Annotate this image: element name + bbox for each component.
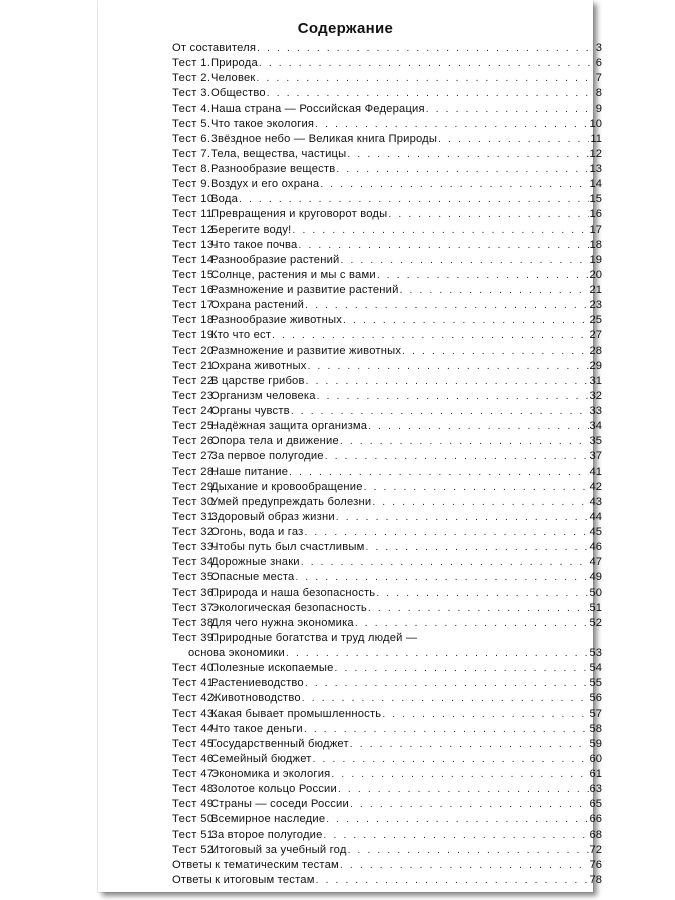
toc-entry-page-number: 10 [589, 117, 602, 130]
toc-entry-title: Наше питание [211, 465, 289, 478]
dot-leader [308, 359, 589, 374]
toc-entry-number: Тест 28. [172, 465, 218, 478]
toc-entry-number: Тест 23. [172, 389, 218, 402]
toc-entry-title: Природа [211, 57, 258, 70]
toc-entry [172, 268, 602, 283]
toc-entry-page-number: 53 [589, 647, 602, 659]
toc-entry-page-number: 44 [589, 510, 602, 523]
toc-entry-title: Умей предупреждать болезни [211, 495, 372, 508]
toc-entry [172, 238, 602, 253]
toc-entry-number: Тест 1. [172, 57, 211, 70]
dot-leader [295, 570, 588, 585]
toc-entry-title: Ответы к тематическим тестам [172, 858, 339, 871]
toc-entry-title: Природные богатства и труд людей — [211, 631, 418, 644]
dot-leader [365, 540, 588, 555]
toc-entry-title: Кто что ест [211, 329, 272, 342]
toc-entry-title: Дыхание и кровообращение [211, 480, 363, 493]
toc-entry-number: Тест 38. [172, 616, 218, 629]
toc-entry [172, 313, 602, 328]
toc-entry-page-number: 31 [589, 374, 602, 387]
toc-entry-number: Тест 15. [172, 268, 218, 281]
dot-leader [324, 828, 589, 843]
toc-entry-title: Экономика и экология [211, 768, 331, 780]
toc-entry-title: Дорожные знаки [211, 556, 300, 569]
toc-entry-number: Тест 2. [172, 72, 211, 85]
dot-leader [438, 132, 589, 147]
toc-entry [172, 525, 602, 540]
toc-entry [172, 404, 602, 419]
toc-entry [172, 782, 602, 797]
toc-entry [172, 41, 602, 56]
toc-entry-title: Общество [211, 87, 266, 100]
toc-entry [172, 419, 602, 434]
dot-leader [364, 480, 589, 495]
toc-entry-number: Тест 37. [172, 601, 218, 614]
dot-leader [306, 374, 589, 389]
toc-entry [172, 495, 602, 510]
toc-entry [172, 147, 602, 162]
dot-leader [239, 192, 589, 207]
toc-entry-number: Тест 29. [172, 480, 218, 493]
dot-leader [368, 419, 588, 434]
toc-entry-title: От составителя [172, 42, 257, 54]
dot-leader [343, 313, 589, 328]
dot-leader [259, 56, 591, 71]
toc-entry-page-number: 16 [589, 208, 602, 221]
toc-entry-page-number: 60 [589, 752, 602, 765]
dot-leader [291, 404, 589, 419]
toc-entry-page-number: 42 [589, 480, 602, 493]
toc-entry-title: Что такое деньги [211, 722, 303, 735]
dot-leader [355, 616, 589, 631]
toc-entry-title: Превращения и круговорот воды [211, 208, 388, 221]
toc-entry-title: Что такое экология [211, 117, 315, 130]
toc-entry-page-number: 66 [589, 813, 602, 826]
toc-entry [172, 873, 602, 888]
toc-entry-page-number: 21 [589, 284, 602, 296]
toc-entry-number: Тест 31. [172, 510, 218, 523]
dot-leader [340, 434, 589, 449]
toc-entry-page-number: 45 [589, 526, 602, 538]
toc-entry-number: Тест 26. [172, 435, 218, 448]
toc-entry [172, 828, 602, 843]
toc-entry-page-number: 41 [589, 465, 602, 478]
dot-leader [382, 707, 588, 722]
toc-entry-title: Органы чувств [211, 405, 290, 417]
toc-entry [172, 631, 602, 646]
toc-entry [172, 253, 602, 268]
dot-leader [305, 676, 589, 691]
toc-entry-title: Экологическая безопасность [211, 601, 367, 614]
toc-entry-number: Тест 51. [172, 828, 218, 841]
toc-entry-number: Тест 48. [172, 783, 218, 796]
toc-entry-title: Охрана растений [211, 299, 305, 312]
toc-entry-page-number: 50 [589, 586, 602, 599]
toc-entry-page-number: 78 [589, 873, 602, 886]
toc-entry-page-number: 35 [589, 435, 602, 448]
toc-entry-title: Какая бывает промышленность [211, 707, 382, 720]
toc-entry [172, 465, 602, 480]
dot-leader [350, 737, 589, 752]
dot-leader [304, 722, 589, 737]
toc-entry [172, 374, 602, 389]
toc-entry [172, 676, 602, 691]
dot-leader [315, 117, 588, 132]
toc-entry-number: Тест 6. [172, 132, 211, 145]
toc-entry [172, 298, 602, 313]
dot-leader [317, 389, 589, 404]
toc-entry [172, 359, 602, 374]
dot-leader [347, 147, 588, 162]
toc-entry-page-number: 23 [589, 299, 602, 312]
toc-entry-title: Разнообразие веществ [211, 163, 336, 175]
toc-entry-title: Что такое почва [211, 238, 298, 251]
dot-leader [336, 510, 589, 525]
toc-entry-number: Тест 41. [172, 677, 218, 690]
toc-entry-page-number: 32 [589, 389, 602, 402]
toc-entry [172, 434, 602, 449]
toc-entry [172, 177, 602, 192]
dot-leader [286, 646, 589, 661]
dot-leader [304, 525, 588, 540]
toc-entry-title: Для чего нужна экономика [211, 616, 354, 629]
toc-entry-page-number: 33 [589, 405, 602, 417]
dot-leader [320, 177, 588, 192]
toc-entry-continuation-line [172, 646, 602, 661]
toc-entry [172, 722, 602, 737]
dot-leader [372, 495, 588, 510]
dot-leader [341, 253, 589, 268]
dot-leader [289, 465, 588, 480]
toc-entry-number: Тест 13. [172, 238, 218, 251]
toc-entry-page-number: 55 [589, 677, 602, 690]
toc-entry [172, 858, 602, 873]
toc-entry-page-number: 54 [589, 662, 602, 675]
toc-entry-title: Звёздное небо — Великая книга Природы [211, 132, 438, 145]
toc-entry [172, 71, 602, 86]
toc-entry-page-number: 59 [589, 737, 602, 750]
toc-entry-number: Тест 3. [172, 87, 211, 100]
toc-entry-page-number: 47 [589, 556, 602, 569]
dot-leader [336, 162, 588, 177]
toc-entry-page-number: 19 [589, 253, 602, 266]
toc-entry [172, 752, 602, 767]
toc-entry-page-number: 76 [589, 858, 602, 871]
toc-entry-title: За первое полугодие [211, 450, 324, 463]
dot-leader [316, 873, 589, 888]
toc-entry-page-number: 68 [589, 828, 602, 841]
toc-entry-page-number: 56 [589, 692, 602, 705]
toc-entry-title: Человек [211, 72, 256, 85]
toc-entry [172, 223, 602, 238]
toc-entry-number: Тест 49. [172, 798, 218, 811]
toc-entry-page-number: 13 [589, 163, 602, 175]
toc-entry [172, 737, 602, 752]
toc-entry-title: Размножение и развитие животных [211, 344, 402, 357]
dot-leader [368, 601, 589, 616]
toc-entry [172, 661, 602, 676]
toc-entry-number: Тест 25. [172, 420, 218, 433]
toc-entry-title: Вода [211, 193, 238, 206]
toc-entry-page-number: 29 [589, 359, 602, 372]
toc-entry-number: Тест 5. [172, 117, 211, 130]
dot-leader [388, 207, 588, 222]
toc-entry-title: Здоровый образ жизни [211, 510, 335, 523]
toc-entry [172, 283, 602, 298]
toc-entry-title: Чтобы путь был счастливым [211, 541, 365, 554]
toc-entry-number: Тест 32. [172, 526, 218, 538]
toc-entry-title: Надёжная защита организма [211, 420, 368, 433]
toc-entry [172, 812, 602, 827]
toc-entry-number: Тест 10. [172, 193, 218, 206]
toc-entry-title: Наша страна — Российская Федерация [211, 102, 425, 115]
toc-entry-number: Тест 42. [172, 692, 218, 705]
toc-entry-page-number: 46 [589, 541, 602, 554]
toc-entry [172, 102, 602, 117]
toc-entry [172, 510, 602, 525]
toc-entry-title: Берегите воду! [211, 223, 292, 236]
toc-entry-title: Огонь, вода и газ [211, 526, 304, 538]
toc-entry-page-number: 72 [589, 843, 602, 856]
dot-leader [267, 86, 591, 101]
toc-entry-page-number: 43 [589, 495, 602, 508]
toc-entry-page-number: 57 [589, 707, 602, 720]
toc-entry-title: Воздух и его охрана [211, 178, 320, 191]
toc-entry [172, 843, 602, 858]
dot-leader [301, 555, 589, 570]
toc-entry-title: Животноводство [211, 692, 301, 705]
toc-entry-title: Организм человека [211, 389, 316, 402]
dot-leader [340, 858, 589, 873]
toc-entry-title: Золотое кольцо России [211, 783, 337, 796]
toc-entry-number: Тест 9. [172, 178, 211, 191]
toc-entry [172, 162, 602, 177]
toc-entry-number: Тест 14. [172, 253, 218, 266]
toc-entry [172, 555, 602, 570]
toc-entry-number: Тест 34. [172, 556, 218, 569]
toc-entry-page-number: 28 [589, 344, 602, 357]
toc-entry [172, 389, 602, 404]
toc-entry-page-number: 8 [595, 87, 602, 100]
toc-entry-page-number: 52 [589, 616, 602, 629]
toc-entry-number: Тест 4. [172, 102, 211, 115]
toc-entry-number: Тест 40. [172, 662, 218, 675]
toc-entry-number: Тест 18. [172, 314, 218, 327]
dot-leader [350, 797, 589, 812]
table-of-contents [172, 41, 602, 888]
toc-entry-number: Тест 39. [172, 631, 218, 644]
toc-entry [172, 192, 602, 207]
toc-entry [172, 117, 602, 132]
toc-entry-number: Тест 44. [172, 722, 218, 735]
dot-leader [348, 843, 589, 858]
toc-entry-page-number: 65 [589, 798, 602, 811]
dot-leader [257, 71, 591, 86]
toc-entry-page-number: 63 [589, 783, 602, 796]
toc-entry-title: Природа и наша безопасность [211, 586, 376, 599]
toc-entry [172, 207, 602, 222]
toc-entry-number: Тест 20. [172, 344, 218, 357]
toc-entry-page-number: 27 [589, 329, 602, 342]
toc-entry-number: Тест 8. [172, 163, 211, 175]
toc-entry-page-number: 11 [590, 132, 602, 145]
toc-entry-number: Тест 22. [172, 374, 218, 387]
toc-entry-page-number: 18 [589, 238, 602, 251]
toc-entry-number: Тест 24. [172, 405, 218, 417]
toc-entry-page-number: 49 [589, 571, 602, 584]
toc-entry [172, 132, 602, 147]
dot-leader [272, 328, 588, 343]
toc-entry-number: Тест 45. [172, 737, 218, 750]
toc-entry-page-number: 12 [589, 147, 602, 160]
toc-entry-number: Тест 12. [172, 223, 218, 236]
toc-entry-title: В царстве грибов [211, 374, 305, 387]
dot-leader [302, 691, 589, 706]
toc-entry-title: Разнообразие растений [211, 253, 340, 266]
toc-entry-number: Тест 21. [172, 359, 218, 372]
dot-leader [325, 449, 589, 464]
toc-entry [172, 691, 602, 706]
toc-entry-page-number: 17 [589, 223, 602, 236]
toc-entry [172, 601, 602, 616]
toc-entry-number: Тест 7. [172, 147, 211, 160]
toc-entry-page-number: 37 [589, 450, 602, 463]
toc-entry [172, 586, 602, 601]
toc-entry-title: За второе полугодие [211, 828, 323, 841]
dot-leader [326, 812, 588, 827]
toc-entry [172, 616, 602, 631]
toc-entry-page-number: 3 [595, 42, 602, 54]
toc-entry-title: Растениеводство [211, 677, 304, 690]
toc-entry [172, 449, 602, 464]
page-title: Содержание [297, 20, 394, 37]
toc-entry-page-number: 7 [595, 72, 602, 85]
toc-entry-page-number: 14 [589, 178, 602, 191]
toc-entry-title: Солнце, растения и мы с вами [211, 268, 376, 281]
toc-entry [172, 797, 602, 812]
dot-leader [402, 344, 588, 359]
toc-entry-number: Тест 27. [172, 450, 218, 463]
toc-entry-number: Тест 50. [172, 813, 218, 826]
dot-leader [335, 661, 589, 676]
dot-leader [293, 223, 589, 238]
toc-entry-title: Охрана животных [211, 359, 307, 372]
toc-entry-title: Итоговый за учебный год [211, 843, 347, 856]
toc-entry-title: Опора тела и движение [211, 435, 339, 448]
toc-entry-number: Тест 46. [172, 752, 218, 765]
toc-entry [172, 707, 602, 722]
dot-leader [377, 268, 589, 283]
toc-entry-page-number: 25 [589, 314, 602, 327]
toc-entry-title: Разнообразие животных [211, 314, 343, 327]
toc-entry-title-continuation: основа экономики [188, 647, 285, 659]
toc-entry-page-number: 15 [589, 193, 602, 206]
toc-entry-number: Тест 36. [172, 586, 218, 599]
toc-entry [172, 480, 602, 495]
toc-entry-page-number: 9 [595, 102, 602, 115]
toc-entry [172, 767, 602, 782]
toc-entry-title: Государственный бюджет [211, 737, 349, 750]
dot-leader [376, 586, 588, 601]
toc-entry-title: Ответы к итоговым тестам [172, 873, 315, 886]
toc-entry-title: Размножение и развитие растений [211, 284, 399, 296]
dot-leader [298, 238, 588, 253]
toc-entry-title: Полезные ископаемые [211, 662, 334, 675]
toc-entry-number: Тест 33. [172, 541, 218, 554]
toc-entry-page-number: 51 [589, 601, 602, 614]
toc-entry-number: Тест 43. [172, 707, 218, 720]
dot-leader [313, 752, 589, 767]
dot-leader [305, 298, 588, 313]
toc-entry-title: Семейный бюджет [211, 752, 312, 765]
dot-leader [331, 767, 588, 782]
toc-entry-number: Тест 11. [172, 208, 217, 221]
toc-entry-number: Тест 47. [172, 768, 218, 780]
toc-entry-number: Тест 35. [172, 571, 218, 584]
toc-entry [172, 570, 602, 585]
dot-leader [338, 782, 589, 797]
toc-entry-page-number: 20 [589, 268, 602, 281]
toc-entry [172, 328, 602, 343]
toc-entry-title: Тела, вещества, частицы [211, 147, 347, 160]
toc-entry-number: Тест 17. [172, 299, 218, 312]
toc-entry-number: Тест 16. [172, 284, 218, 296]
toc-entry [172, 86, 602, 101]
toc-entry [172, 344, 602, 359]
dot-leader [426, 102, 591, 117]
toc-entry-title: Всемирное наследие [211, 813, 326, 826]
dot-leader [257, 41, 591, 56]
book-page [98, 0, 602, 892]
toc-entry-number: Тест 19. [172, 329, 218, 342]
dot-leader [400, 283, 589, 298]
toc-entry-page-number: 6 [595, 57, 602, 70]
toc-entry-number: Тест 30. [172, 495, 218, 508]
toc-entry-title: Страны — соседи России [211, 798, 349, 811]
toc-entry [172, 56, 602, 71]
toc-entry-number: Тест 52. [172, 843, 218, 856]
toc-entry-page-number: 61 [589, 768, 602, 780]
toc-entry-title: Опасные места [211, 571, 295, 584]
toc-entry-page-number: 34 [589, 420, 602, 433]
toc-entry-page-number: 58 [589, 722, 602, 735]
toc-entry [172, 540, 602, 555]
